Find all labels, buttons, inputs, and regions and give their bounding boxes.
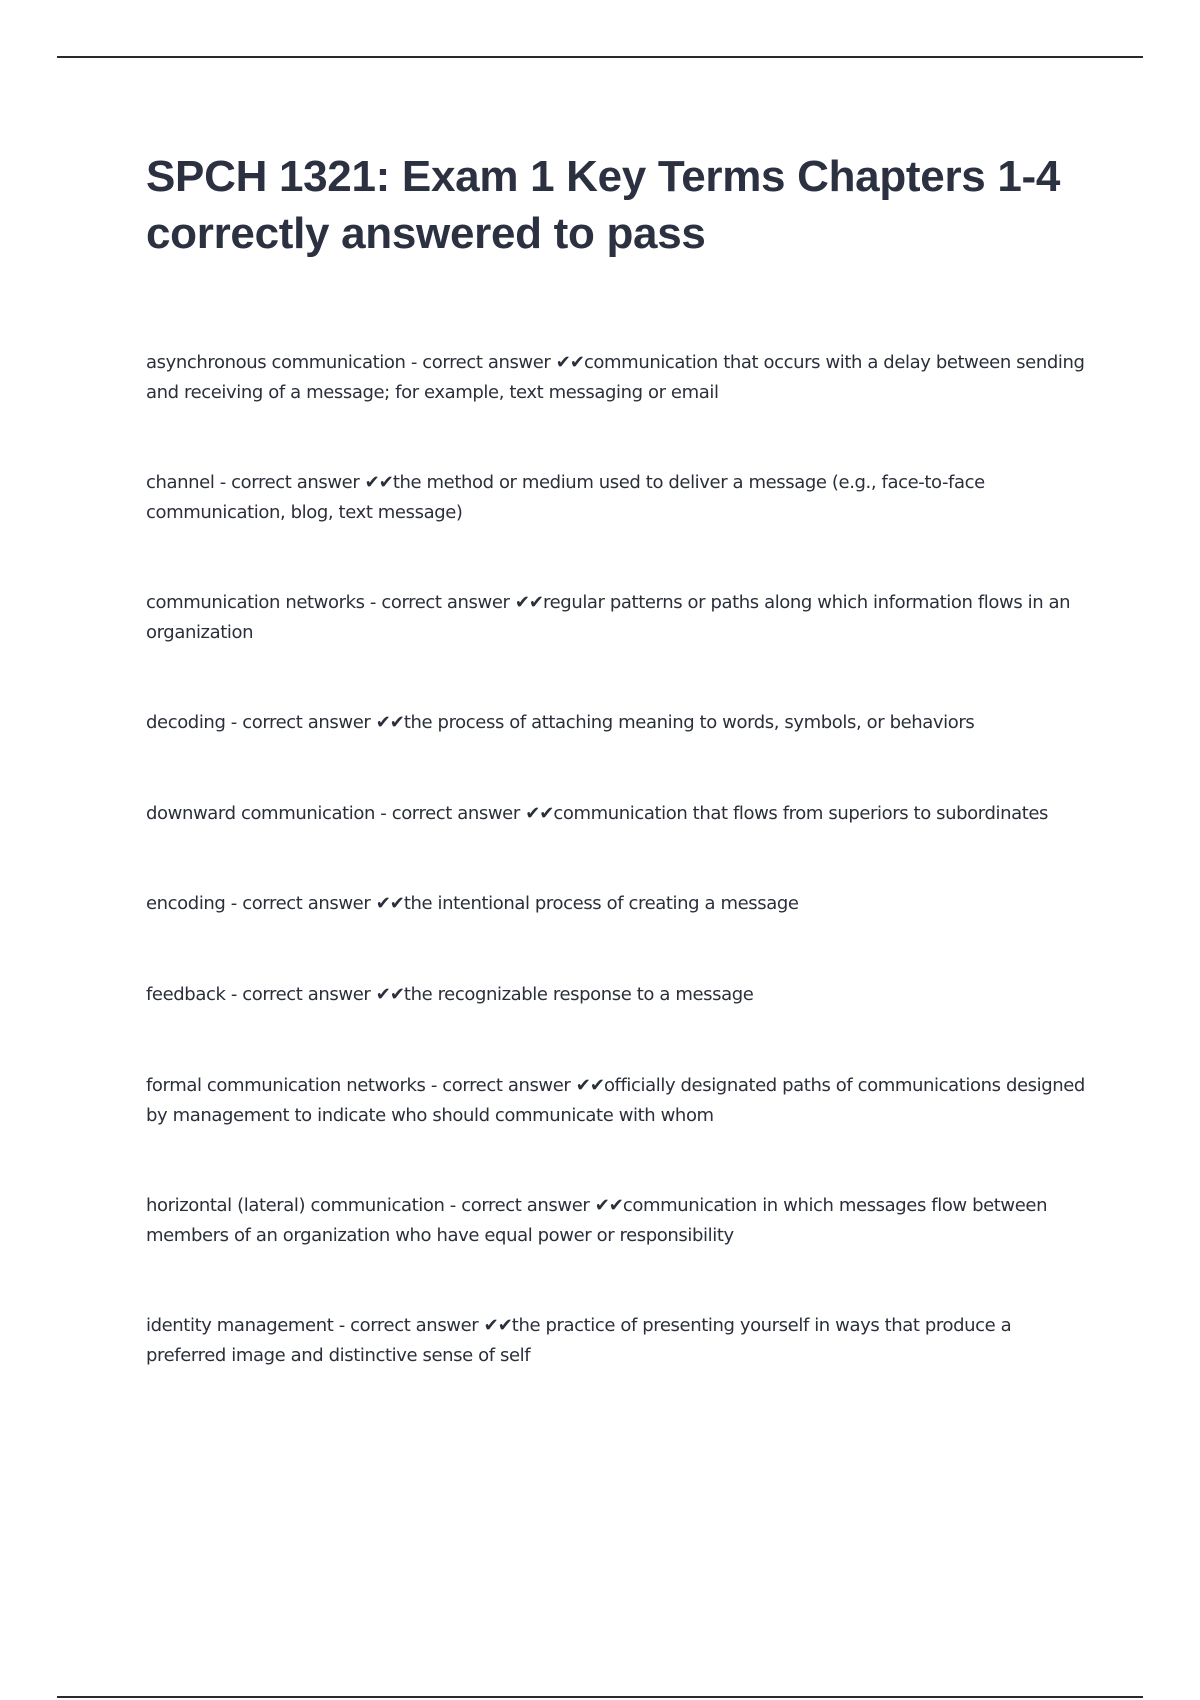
double-check-icon: ✔✔ — [514, 592, 544, 613]
term-definition: communication that occurs with a delay between sending and receiving of a message; for example, text messaging or email — [146, 352, 1085, 403]
term-definition: the method or medium used to deliver a message (e.g., face-to-face communication, blog, text message) — [146, 472, 985, 523]
term-separator: - correct answer — [225, 712, 376, 733]
term-name: asynchronous communication — [146, 352, 406, 373]
top-rule — [57, 56, 1143, 58]
double-check-icon: ✔✔ — [555, 352, 584, 373]
term-definition: the practice of presenting yourself in ways that produce a preferred image and distinctive sense of self — [146, 1315, 1012, 1366]
term-item — [146, 708, 1086, 738]
double-check-icon: ✔✔ — [525, 803, 554, 824]
term-separator: - correct answer — [214, 472, 365, 493]
term-name: communication networks — [146, 592, 365, 613]
term-item — [146, 1191, 1086, 1251]
term-definition: officially designated paths of communications designed by management to indicate who should communicate with whom — [146, 1075, 1085, 1126]
double-check-icon: ✔✔ — [594, 1195, 623, 1216]
term-separator: - correct answer — [364, 592, 515, 613]
term-separator: - correct answer — [374, 803, 526, 824]
term-separator: - correct answer — [425, 1075, 576, 1096]
term-item — [146, 1071, 1086, 1131]
double-check-icon: ✔✔ — [375, 893, 404, 914]
bottom-rule — [57, 1696, 1143, 1698]
double-check-icon: ✔✔ — [364, 472, 393, 493]
term-name: channel — [146, 472, 215, 493]
term-item — [146, 980, 1086, 1010]
term-definition: the intentional process of creating a message — [403, 893, 799, 914]
term-name: horizontal (lateral) communication — [146, 1195, 445, 1216]
double-check-icon: ✔✔ — [575, 1075, 604, 1096]
term-item — [146, 1311, 1086, 1371]
term-item — [146, 889, 1086, 919]
term-name: encoding — [146, 893, 226, 914]
term-item — [146, 468, 1086, 528]
term-item — [146, 588, 1086, 648]
term-definition: communication in which messages flow between members of an organization who have equal power or responsibility — [146, 1195, 1048, 1246]
term-definition: the recognizable response to a message — [403, 984, 754, 1005]
double-check-icon: ✔✔ — [375, 984, 404, 1005]
term-separator: - correct answer — [333, 1315, 484, 1336]
term-name: feedback — [146, 984, 226, 1005]
term-item — [146, 799, 1086, 829]
term-name: formal communication networks — [146, 1075, 426, 1096]
term-separator: - correct answer — [444, 1195, 595, 1216]
term-separator: - correct answer — [225, 893, 376, 914]
term-list — [146, 348, 1086, 1371]
document-title: SPCH 1321: Exam 1 Key Terms Chapters 1-4 correctly answered to pass — [146, 152, 1061, 258]
term-separator: - correct answer — [405, 352, 556, 373]
page-content — [146, 148, 1086, 1431]
double-check-icon: ✔✔ — [375, 712, 404, 733]
term-name: downward communication — [146, 803, 375, 824]
term-name: decoding — [146, 712, 226, 733]
term-definition: regular patterns or paths along which information flows in an organization — [146, 592, 1071, 643]
term-name: identity management — [146, 1315, 334, 1336]
term-definition: the process of attaching meaning to words, symbols, or behaviors — [403, 712, 975, 733]
term-separator: - correct answer — [225, 984, 376, 1005]
term-definition: communication that flows from superiors to subordinates — [553, 803, 1049, 824]
double-check-icon: ✔✔ — [483, 1315, 512, 1336]
term-item — [146, 348, 1086, 408]
